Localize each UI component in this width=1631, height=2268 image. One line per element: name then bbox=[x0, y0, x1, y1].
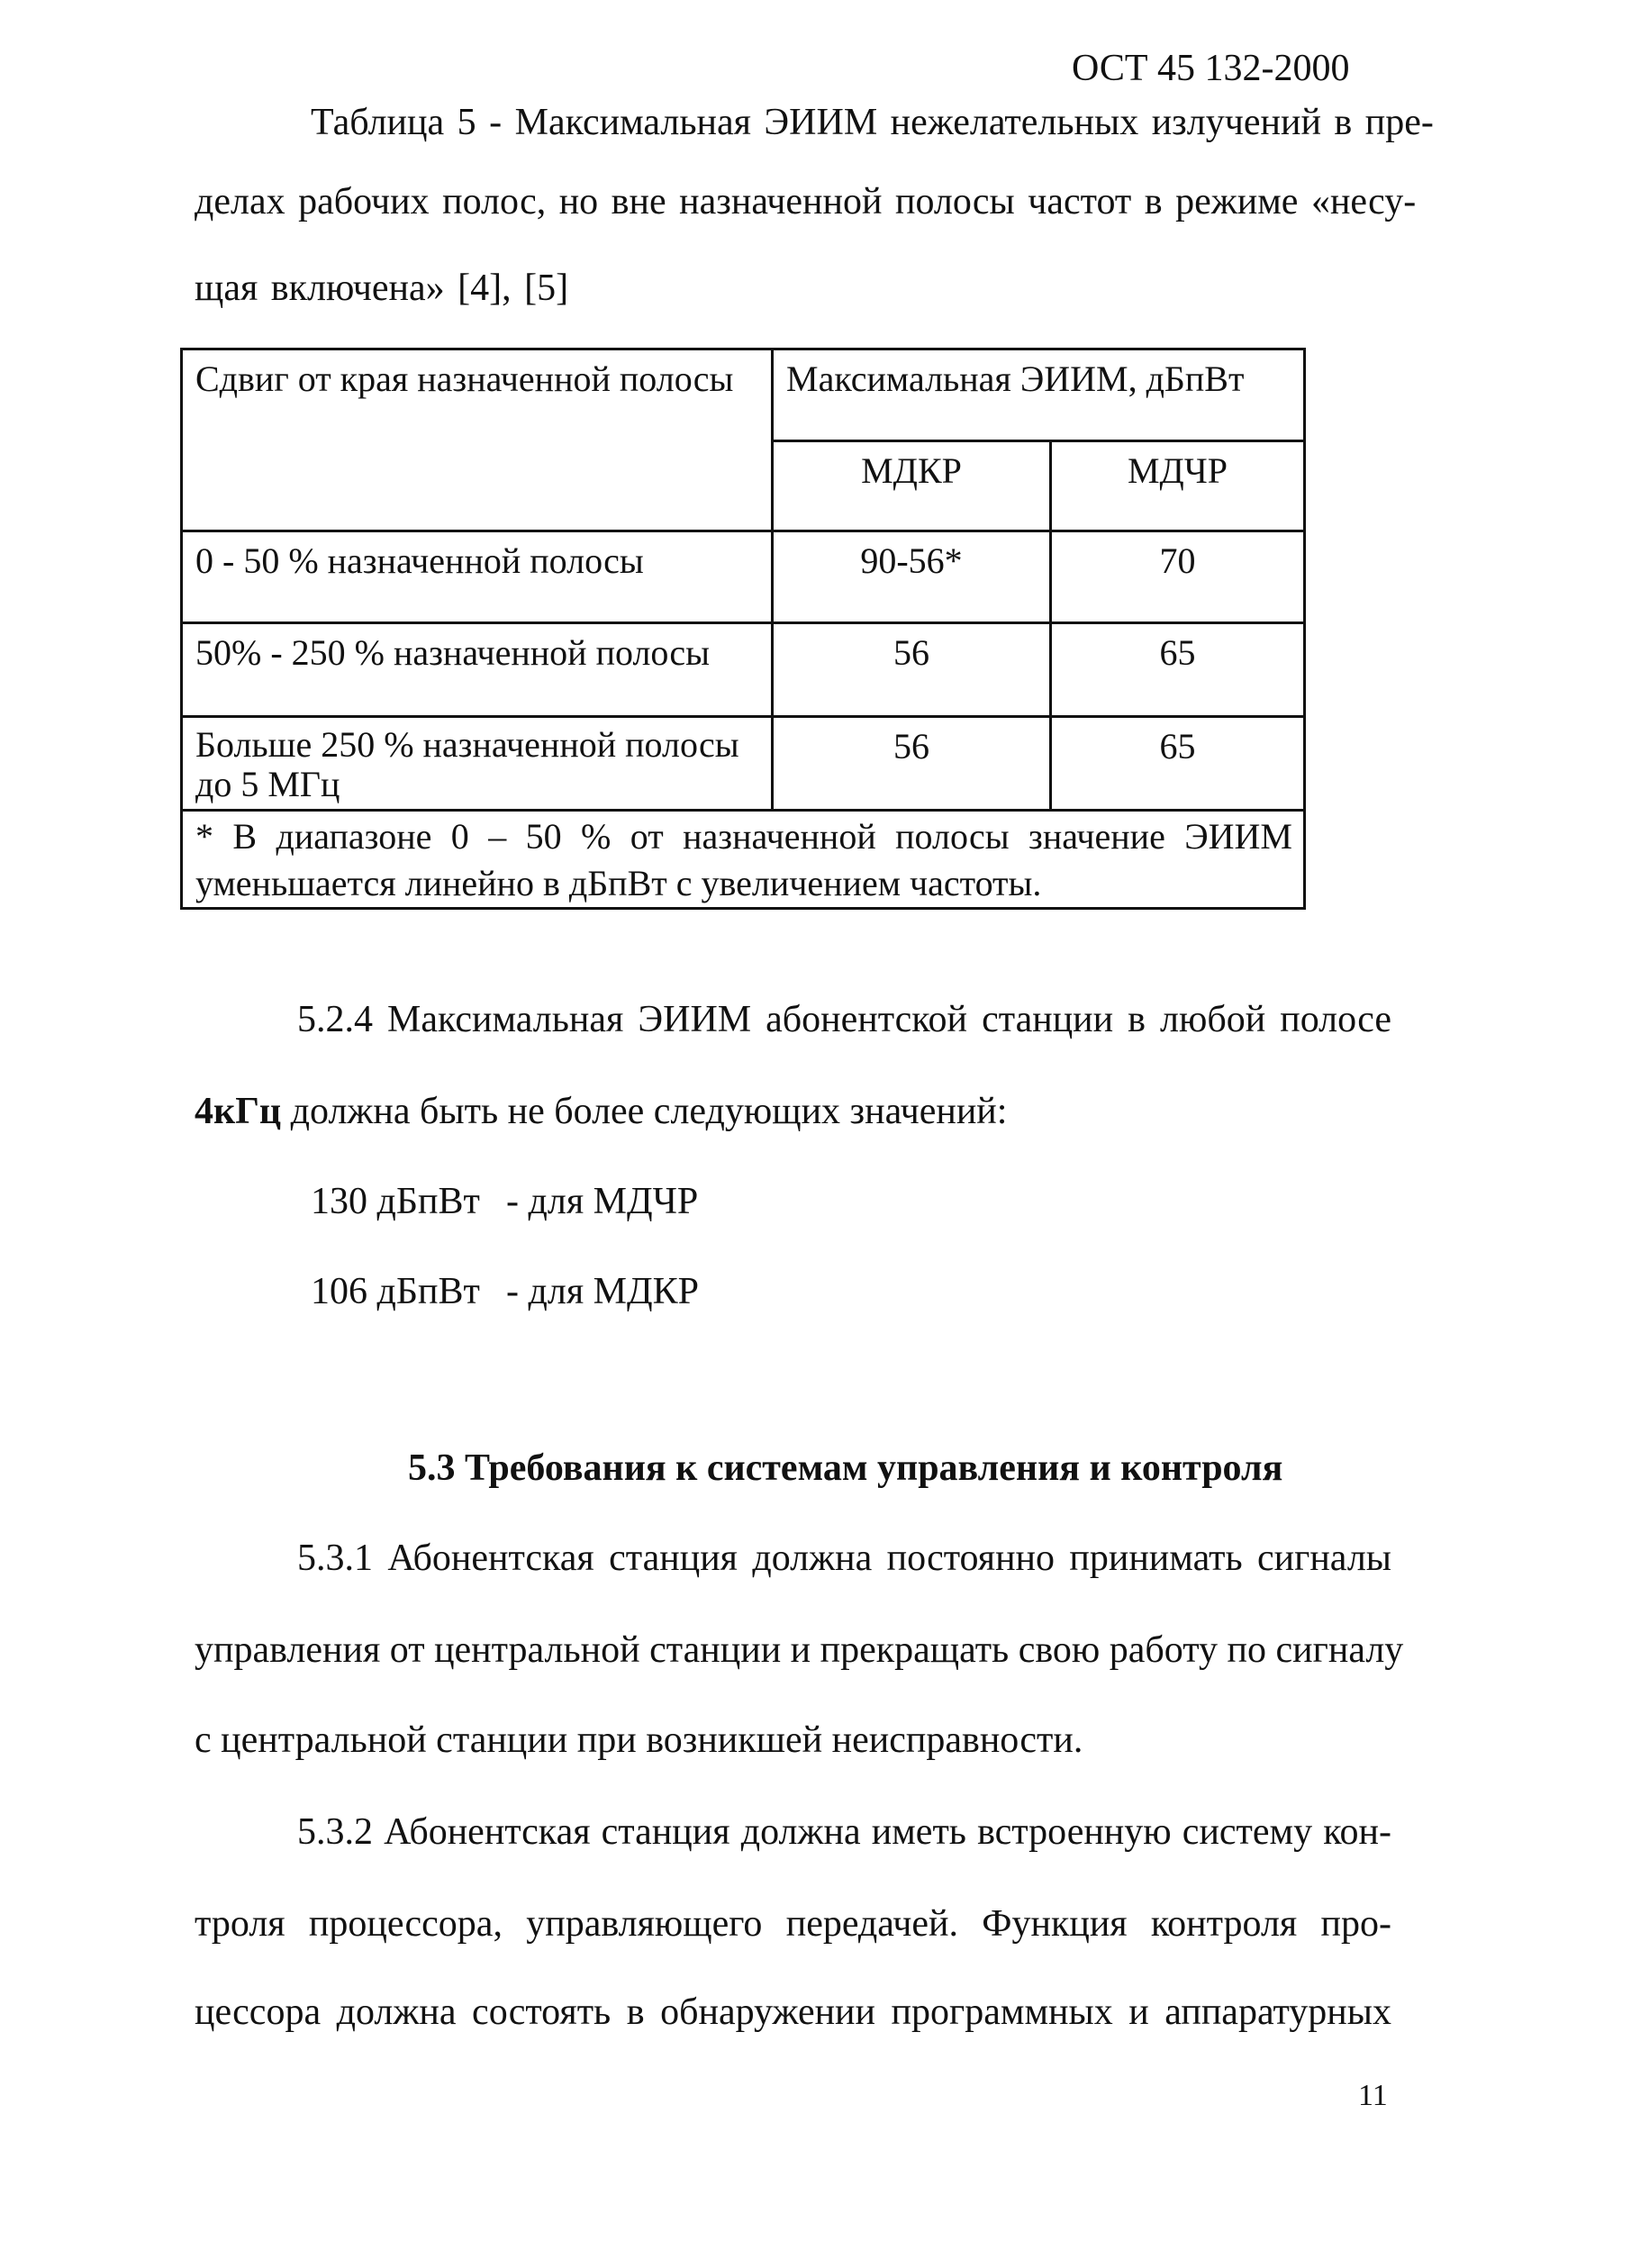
table-footnote-line-1: * В диапазоне 0 – 50 % от назначенной полосы значение ЭИИМ bbox=[195, 816, 1292, 857]
table-footnote-line-2: уменьшается линейно в дБпВт с увеличением частоты. bbox=[195, 863, 1042, 903]
section-heading: 5.3 Требования к системам управления и контроля bbox=[408, 1447, 1283, 1489]
paragraph-5-3-1-line-2: управления от центральной станции и прекращать свою работу по сигналу bbox=[195, 1629, 1404, 1671]
table-footnote bbox=[182, 811, 1305, 909]
row-mdchr: 70 bbox=[1051, 531, 1305, 623]
row-label: 0 - 50 % назначенной полосы bbox=[182, 531, 773, 623]
table-row bbox=[182, 717, 1305, 811]
table-caption-line-2: делах рабочих полос, но вне назначенной полосы частот в режиме «несу- bbox=[195, 181, 1417, 222]
limit-value: 106 дБпВт bbox=[311, 1271, 480, 1312]
row-mdchr: 65 bbox=[1051, 623, 1305, 717]
paragraph-5-3-2-line-3: цессора должна состоять в обнаружении программных и аппаратурных bbox=[195, 1991, 1391, 2033]
table-row bbox=[182, 623, 1305, 717]
section-5-2-4-line-2 bbox=[195, 1090, 1007, 1133]
table-caption-line-1: Таблица 5 - Максимальная ЭИИМ нежелательных излучений в пре- bbox=[311, 102, 1434, 143]
doc-code-header: ОСТ 45 132-2000 bbox=[1072, 48, 1350, 89]
paragraph-5-3-1-line-1: 5.3.1 Абонентская станция должна постоянно принимать сигналы bbox=[297, 1538, 1391, 1579]
page-number: 11 bbox=[1358, 2079, 1388, 2112]
header-mdchr: МДЧР bbox=[1051, 441, 1305, 531]
row-mdkr: 56 bbox=[773, 623, 1051, 717]
table-5 bbox=[180, 348, 1306, 910]
row-mdkr: 90-56* bbox=[773, 531, 1051, 623]
row-mdkr: 56 bbox=[773, 717, 1051, 811]
header-shift: Сдвиг от края назначенной полосы bbox=[182, 349, 773, 531]
paragraph-5-3-2-line-2: троля процессора, управляющего передачей. Функция контроля про- bbox=[195, 1903, 1391, 1945]
table-caption-line-3: щая включена» [4], [5] bbox=[195, 268, 569, 309]
header-mdkr: МДКР bbox=[773, 441, 1051, 531]
paragraph-5-3-2-line-1: 5.3.2 Абонентская станция должна иметь встроенную систему кон- bbox=[297, 1811, 1391, 1853]
row-mdchr: 65 bbox=[1051, 717, 1305, 811]
table-row bbox=[182, 531, 1305, 623]
bandwidth-value: 4кГц bbox=[195, 1091, 282, 1132]
limit-description: - для МДКР bbox=[506, 1271, 699, 1312]
row-label: Больше 250 % назначенной полосы до 5 МГц bbox=[182, 717, 773, 811]
row-label: 50% - 250 % назначенной полосы bbox=[182, 623, 773, 717]
section-5-2-4-line-2-text: должна быть не более следующих значений: bbox=[281, 1091, 1008, 1132]
section-5-2-4-line-1: 5.2.4 Максимальная ЭИИМ абонентской станции в любой полосе bbox=[297, 999, 1391, 1040]
limit-description: - для МДЧР bbox=[506, 1181, 699, 1222]
header-max-eiim: Максимальная ЭИИМ, дБпВт bbox=[773, 349, 1305, 441]
paragraph-5-3-1-line-3: с центральной станции при возникшей неисправности. bbox=[195, 1719, 1083, 1761]
limit-value: 130 дБпВт bbox=[311, 1181, 480, 1222]
